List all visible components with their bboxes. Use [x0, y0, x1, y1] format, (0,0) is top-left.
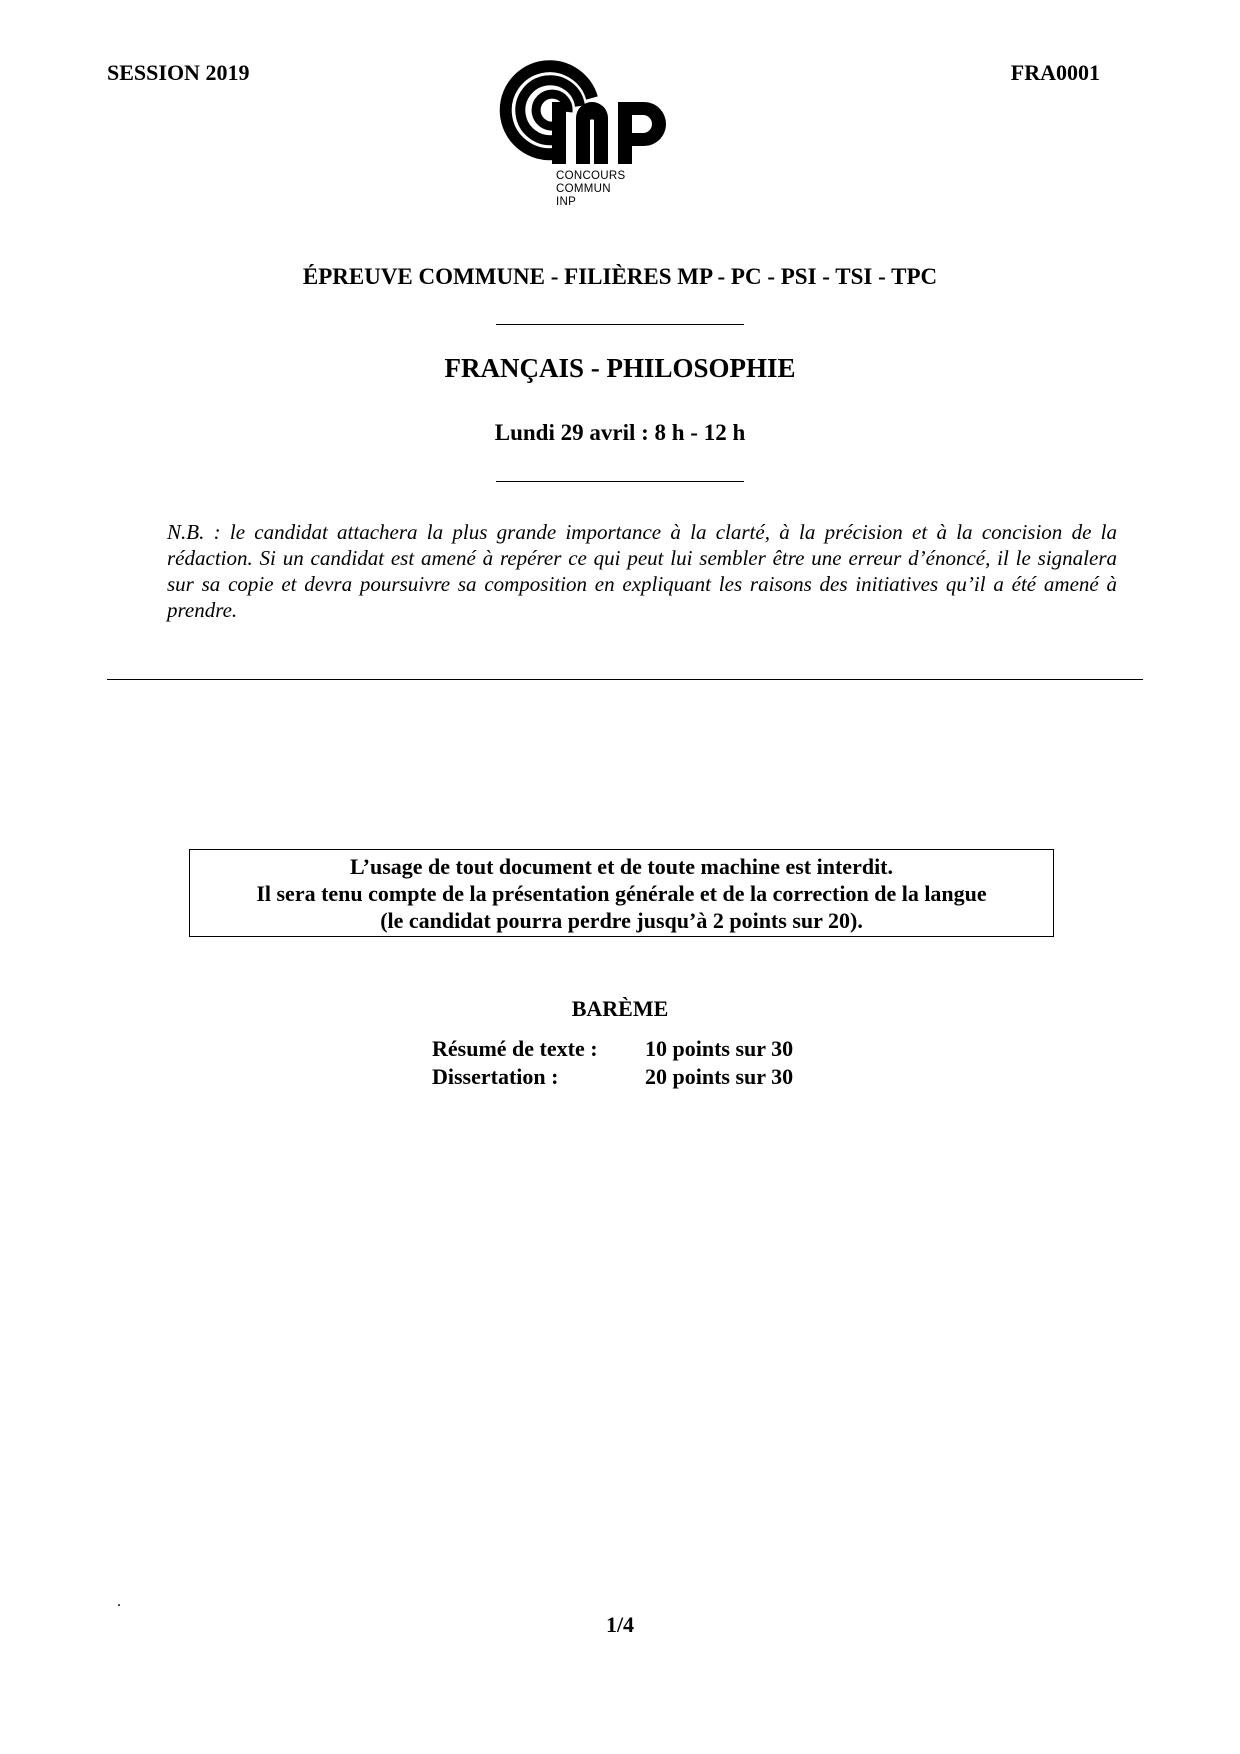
logo-line: COMMUN: [556, 183, 611, 195]
nb-note: N.B. : le candidat attachera la plus grande importance à la clarté, à la précision et à la concision de la rédaction. Si un candidat est amené à repérer ce qui peut lui sembler être une erreur d’énoncé, il le signalera sur sa copie et devra poursuivre sa composition en expliquant les raisons des initiatives qu’il a été amené à prendre.: [167, 520, 1117, 622]
bareme-title: BARÈME: [571, 996, 669, 1021]
divider-rule: [496, 481, 744, 482]
exam-code: FRA0001: [1010, 60, 1100, 85]
divider-rule: [496, 324, 744, 325]
logo-line: INP: [556, 196, 577, 208]
bareme-value: 10 points sur 30: [645, 1036, 794, 1061]
inp-logo: [492, 58, 692, 218]
section-rule: [107, 679, 1143, 680]
footer-dot: .: [117, 1593, 121, 1610]
bareme-label: Résumé de texte :: [432, 1036, 598, 1061]
page-title: FRANÇAIS - PHILOSOPHIE: [444, 353, 796, 383]
session-label: SESSION 2019: [107, 60, 250, 85]
epreuve-heading: ÉPREUVE COMMUNE - FILIÈRES MP - PC - PSI - TSI - TPC: [302, 264, 938, 289]
page-number: 1/4: [605, 1612, 635, 1637]
inp-logo-mark: [492, 58, 692, 168]
logo-caption: [556, 170, 626, 209]
logo-line: CONCOURS: [556, 170, 626, 182]
rules-box: [189, 849, 1054, 937]
rules-line: Il sera tenu compte de la présentation générale et de la correction de la langue: [256, 881, 987, 906]
exam-date: Lundi 29 avril : 8 h - 12 h: [494, 420, 746, 445]
rules-line: (le candidat pourra perdre jusqu’à 2 points sur 20).: [380, 908, 863, 933]
rules-line: L’usage de tout document et de toute machine est interdit.: [349, 854, 894, 879]
bareme-label: Dissertation :: [432, 1064, 559, 1089]
bareme-value: 20 points sur 30: [645, 1064, 794, 1089]
